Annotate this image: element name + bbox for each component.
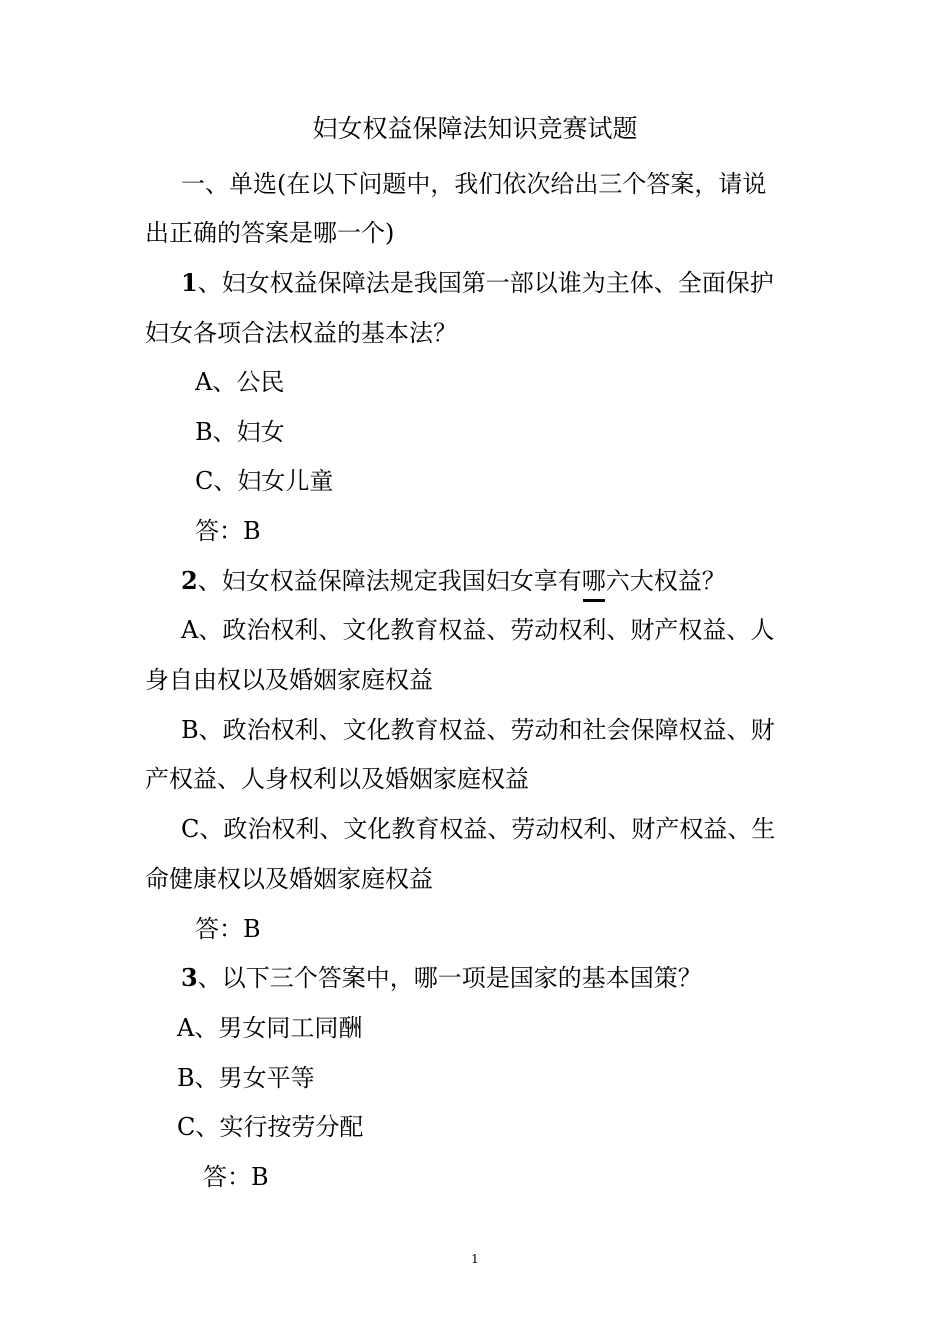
question-1-option-a: A、公民 (195, 368, 285, 396)
question-1-number: 1 (181, 268, 198, 297)
question-2-option-c-line-1: C、政治权利、文化教育权益、劳动权利、财产权益、生 (181, 815, 776, 843)
question-2-marked-char: 哪 (581, 567, 606, 595)
question-2-option-b-line-2: 产权益、人身权利以及婚姻家庭权益 (145, 765, 529, 793)
question-3-line-1 (181, 962, 702, 994)
question-3-answer: 答：B (203, 1163, 269, 1191)
question-1-answer: 答：B (195, 517, 261, 545)
question-1-line-1 (181, 267, 774, 299)
document-title: 妇女权益保障法知识竞赛试题 (312, 114, 638, 143)
question-3-option-b: B、男女平等 (177, 1064, 315, 1092)
question-2-line-1 (181, 565, 726, 597)
question-2-option-a-line-1: A、政治权利、文化教育权益、劳动权利、财产权益、人 (181, 616, 775, 644)
section-heading-line-2: 出正确的答案是哪一个) (145, 219, 395, 247)
question-1-option-c: C、妇女儿童 (195, 467, 334, 495)
question-2-answer: 答：B (195, 915, 261, 943)
page-number: 1 (471, 1252, 479, 1266)
question-1-option-b: B、妇女 (195, 418, 285, 446)
question-3-option-c: C、实行按劳分配 (177, 1113, 364, 1141)
question-2-text-b: 六大权益？ (605, 567, 726, 595)
question-3-number: 3 (181, 963, 198, 992)
question-2-option-a-line-2: 身自由权以及婚姻家庭权益 (145, 666, 433, 694)
question-2-number: 2 (181, 566, 198, 595)
question-1-text: 、妇女权益保障法是我国第一部以谁为主体、全面保护 (197, 269, 774, 297)
question-3-text: 、以下三个答案中，哪一项是国家的基本国策？ (197, 964, 702, 992)
question-2-text-a: 、妇女权益保障法规定我国妇女享有 (197, 567, 582, 595)
question-2-option-c-line-2: 命健康权以及婚姻家庭权益 (145, 865, 433, 893)
question-1-line-2: 妇女各项合法权益的基本法？ (145, 319, 457, 347)
section-heading-line-1: 一、单选(在以下问题中，我们依次给出三个答案，请说 (181, 170, 767, 198)
question-2-option-b-line-1: B、政治权利、文化教育权益、劳动和社会保障权益、财 (181, 716, 775, 744)
question-3-option-a: A、男女同工同酬 (177, 1014, 363, 1042)
